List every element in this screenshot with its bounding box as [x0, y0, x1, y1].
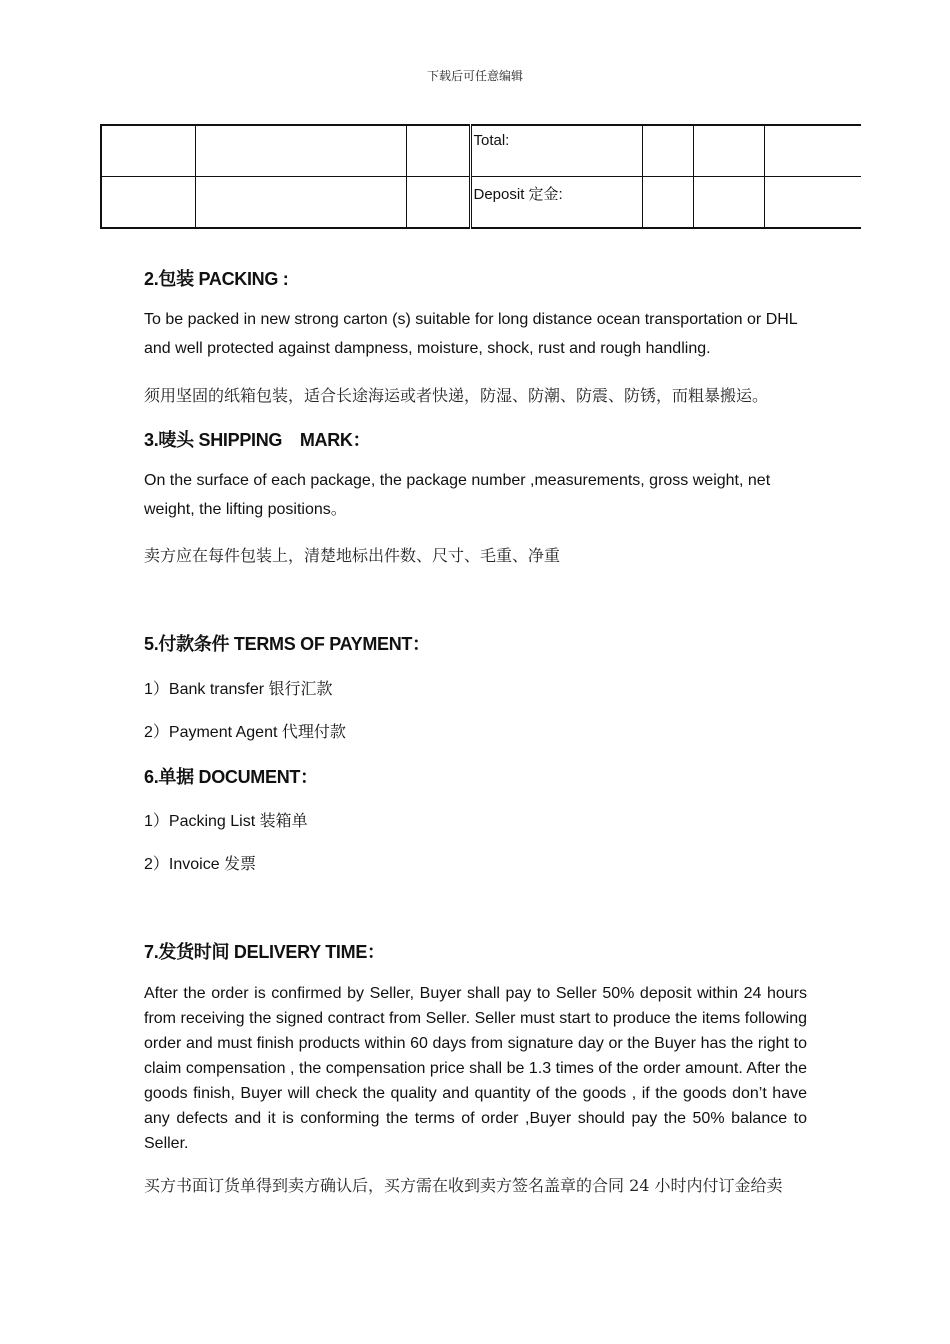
delivery-text-en: After the order is confirmed by Seller, Buyer shall pay to Seller 50% deposit within 24 hours from receiving the signed contract from Seller. Seller must start to produce the items following order and must finish products within 60 days from signature day or the Buyer has the right to claim compensation , the compensation price shall be 1.3 times of the order amount. After the goods finish, Buyer will check the quality and quantity of the goods , if the goods don’t have any defects and it is conforming the terms of order ,Buyer should pay the 50% balance to Seller. — [144, 985, 807, 1152]
table-cell — [101, 177, 195, 229]
table-cell — [764, 177, 861, 229]
payment-heading: 5.付款条件 TERMS OF PAYMENT： — [144, 634, 430, 654]
document-item: 2）Invoice 发票 — [144, 856, 257, 873]
table-row — [101, 177, 861, 229]
document-item: 1）Packing List 装箱单 — [144, 813, 308, 830]
delivery-heading: 7.发货时间 DELIVERY TIME： — [144, 942, 385, 962]
shipping-text-cn: 卖方应在每件包装上，清楚地标出件数、尺寸、毛重、净重 — [144, 546, 561, 565]
table-cell — [642, 177, 693, 229]
document-heading: 6.单据 DOCUMENT： — [144, 767, 318, 787]
summary-table — [100, 124, 861, 229]
total-label: Total: — [470, 125, 642, 177]
table-cell — [195, 125, 406, 177]
table-cell — [642, 125, 693, 177]
table-cell — [693, 177, 764, 229]
table-cell — [406, 177, 470, 229]
deposit-label: Deposit 定金: — [470, 177, 642, 229]
table-cell — [693, 125, 764, 177]
table-row — [101, 125, 861, 177]
packing-text-en: To be packed in new strong carton (s) suitable for long distance ocean transportation or DHL and well protected against dampness, moisture, shock, rust and rough handling. — [144, 311, 798, 357]
table-cell — [406, 125, 470, 177]
page-header: 下载后可任意编辑 — [426, 69, 523, 83]
shipping-text-en: On the surface of each package, the package number ,measurements, gross weight, net weight, the lifting positions。 — [144, 472, 771, 518]
delivery-text-cn: 买方书面订货单得到卖方确认后，买方需在收到卖方签名盖章的合同 24 小时内付订金给卖 — [144, 1176, 783, 1195]
payment-item: 2）Payment Agent 代理付款 — [144, 724, 346, 741]
table-cell — [764, 125, 861, 177]
shipping-heading: 3.唛头 SHIPPING MARK： — [144, 430, 371, 450]
packing-heading: 2.包装 PACKING : — [144, 269, 289, 289]
table-cell — [101, 125, 195, 177]
payment-item: 1）Bank transfer 银行汇款 — [144, 681, 333, 698]
packing-text-cn: 须用坚固的纸箱包装，适合长途海运或者快递，防湿、防潮、防震、防锈，而粗暴搬运。 — [144, 386, 769, 405]
table-cell — [195, 177, 406, 229]
